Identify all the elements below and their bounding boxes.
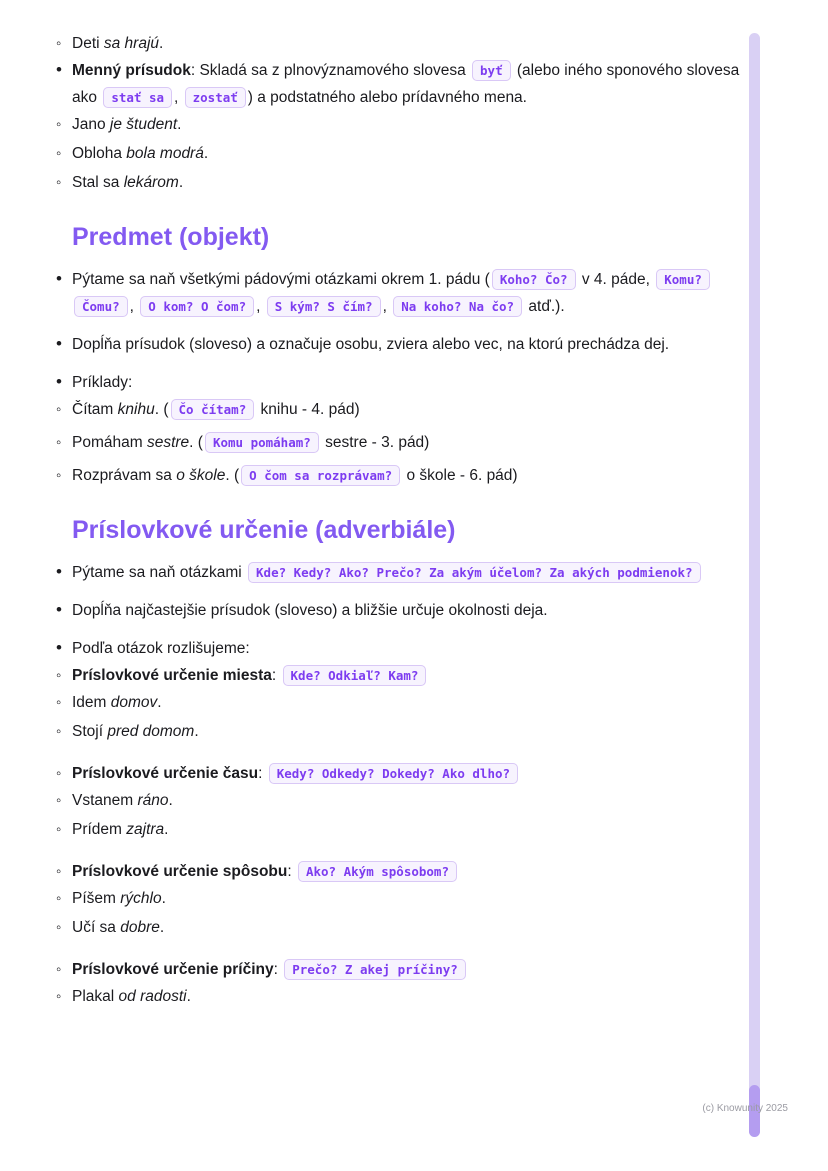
list-item: [72, 956, 758, 1010]
text-segment: Pýtame sa naň všetkými pádovými otázkami okrem 1. pádu (: [72, 271, 490, 288]
list-item: [72, 111, 758, 138]
text-segment: :: [273, 961, 283, 978]
text-segment: .: [164, 821, 169, 838]
text-segment: Rozprávam sa: [72, 467, 177, 484]
text-segment: Obloha: [72, 145, 127, 162]
text-segment: Deti: [72, 35, 104, 52]
list-item: [72, 396, 758, 423]
list-item: [72, 429, 758, 456]
italic-segment: lekárom: [123, 174, 179, 191]
type-example-list: [72, 885, 758, 941]
code-badge: Komu pomáham?: [205, 432, 319, 453]
list-item: [72, 331, 758, 358]
code-badge: Kde? Kedy? Ako? Prečo? Za akým účelom? Za akých podmienok?: [248, 562, 701, 583]
text-segment: Čítam: [72, 401, 118, 418]
italic-segment: bola modrá: [126, 145, 204, 162]
text-segment: Dopĺňa najčastejšie prísudok (sloveso) a bližšie určuje okolnosti deja.: [72, 602, 548, 619]
prislovkove-list: [72, 559, 758, 1010]
text-segment: .: [203, 145, 209, 162]
text-segment: : Skladá sa z plnovýznamového slovesa: [190, 62, 471, 79]
text-segment: :: [271, 667, 281, 684]
text-segment: Podľa otázok rozlišujeme:: [72, 640, 250, 657]
italic-segment: pred domom: [107, 723, 195, 740]
menny-example-list: [72, 111, 758, 196]
predmet-list: [72, 266, 758, 489]
italic-segment: od radosti: [118, 988, 187, 1005]
text-segment: .: [178, 174, 184, 191]
list-item: [72, 57, 758, 196]
text-segment: ,: [256, 298, 265, 315]
text-segment: Dopĺňa prísudok (sloveso) a označuje osobu, zviera alebo vec, na ktorú prechádza dej.: [72, 336, 670, 353]
section-heading-predmet: Predmet (objekt): [72, 223, 270, 251]
italic-segment: sa hrajú: [103, 35, 160, 52]
list-item: [72, 266, 758, 320]
code-badge: Kedy? Odkedy? Dokedy? Ako dlho?: [269, 763, 518, 784]
type-example-list: [72, 983, 758, 1010]
text-segment: Plakal: [72, 988, 119, 1005]
code-badge: byť: [472, 60, 511, 81]
text-segment: .: [157, 694, 162, 711]
text-segment: .: [177, 116, 182, 133]
section-heading-prislovkove: Príslovkové určenie (adverbiále): [72, 516, 456, 544]
list-item: [72, 140, 758, 167]
list-item: [72, 914, 758, 941]
text-segment: :: [258, 765, 267, 782]
text-segment: Jano: [72, 116, 110, 133]
list-item: [72, 689, 758, 716]
italic-segment: rýchlo: [120, 890, 162, 907]
code-badge: Koho? Čo?: [492, 269, 576, 290]
text-segment: .: [159, 919, 165, 936]
list-item: [72, 635, 758, 1010]
text-segment: Pýtame sa naň otázkami: [72, 564, 247, 581]
text-segment: .: [161, 890, 166, 907]
list-item: [72, 858, 758, 941]
copyright-watermark: (c) Knowunity 2025: [702, 1103, 788, 1114]
list-item: [72, 559, 758, 586]
bold-segment: Príslovkové určenie času: [72, 765, 259, 782]
bold-segment: Menný prísudok: [72, 62, 191, 79]
text-segment: Príklady:: [72, 374, 133, 391]
text-segment: ,: [382, 298, 392, 315]
code-badge: S kým? S čím?: [267, 296, 381, 317]
bold-segment: Príslovkové určenie miesta: [72, 667, 272, 684]
intro-example-list: [72, 30, 758, 57]
menny-prisudok-list: [72, 57, 758, 196]
bold-segment: Príslovkové určenie spôsobu: [72, 863, 288, 880]
text-segment: (alebo iného sponového slovesa ako: [72, 62, 740, 106]
predmet-example-list: [72, 396, 758, 489]
italic-segment: dobre: [120, 919, 160, 936]
text-segment: ) a podstatného alebo prídavného mena.: [247, 89, 527, 106]
text-segment: . (: [189, 434, 203, 451]
italic-segment: zajtra: [126, 821, 165, 838]
text-segment: Stojí: [72, 723, 108, 740]
bold-segment: Príslovkové určenie príčiny: [72, 961, 274, 978]
list-item: [72, 369, 758, 489]
text-segment: .: [194, 723, 199, 740]
text-segment: ,: [174, 89, 183, 106]
text-segment: sestre - 3. pád): [320, 434, 430, 451]
list-item: [72, 30, 758, 57]
italic-segment: o škole: [176, 467, 226, 484]
italic-segment: sestre: [146, 434, 190, 451]
list-item: [72, 787, 758, 814]
text-segment: o škole - 6. pád): [402, 467, 518, 484]
list-item: [72, 816, 758, 843]
italic-segment: je študent: [109, 116, 178, 133]
type-example-list: [72, 689, 758, 745]
text-segment: . (: [225, 467, 240, 484]
text-segment: Vstanem: [72, 792, 138, 809]
text-segment: :: [287, 863, 296, 880]
code-badge: Na koho? Na čo?: [393, 296, 522, 317]
text-segment: Stal sa: [72, 174, 124, 191]
text-segment: Učí sa: [72, 919, 121, 936]
text-segment: .: [168, 792, 173, 809]
text-segment: .: [159, 35, 164, 52]
text-segment: . (: [154, 401, 169, 418]
code-badge: Prečo? Z akej príčiny?: [284, 959, 466, 980]
type-example-list: [72, 787, 758, 843]
text-segment: knihu - 4. pád): [256, 401, 360, 418]
list-item: [72, 597, 758, 624]
adverbial-types-list: [72, 662, 758, 1010]
code-badge: zostať: [185, 87, 246, 108]
italic-segment: ráno: [137, 792, 169, 809]
code-badge: Komu? Čomu?: [74, 269, 710, 317]
list-item: [72, 885, 758, 912]
code-badge: Kde? Odkiaľ? Kam?: [283, 665, 427, 686]
code-badge: Čo čítam?: [171, 399, 255, 420]
text-segment: atď.).: [524, 298, 565, 315]
scrollbar-track[interactable]: [749, 33, 760, 1137]
text-segment: v 4. páde,: [577, 271, 655, 288]
code-badge: Ako? Akým spôsobom?: [298, 861, 457, 882]
text-segment: Prídem: [72, 821, 127, 838]
code-badge: O kom? O čom?: [140, 296, 254, 317]
text-segment: Idem: [72, 694, 111, 711]
list-item: [72, 662, 758, 745]
code-badge: stať sa: [103, 87, 172, 108]
list-item: [72, 169, 758, 196]
italic-segment: knihu: [117, 401, 155, 418]
italic-segment: domov: [110, 694, 158, 711]
list-item: [72, 718, 758, 745]
text-segment: Pomáham: [72, 434, 147, 451]
text-segment: .: [186, 988, 191, 1005]
list-item: [72, 462, 758, 489]
code-badge: O čom sa rozprávam?: [241, 465, 400, 486]
list-item: [72, 760, 758, 843]
text-segment: Píšem: [72, 890, 121, 907]
list-item: [72, 983, 758, 1010]
text-segment: ,: [129, 298, 139, 315]
